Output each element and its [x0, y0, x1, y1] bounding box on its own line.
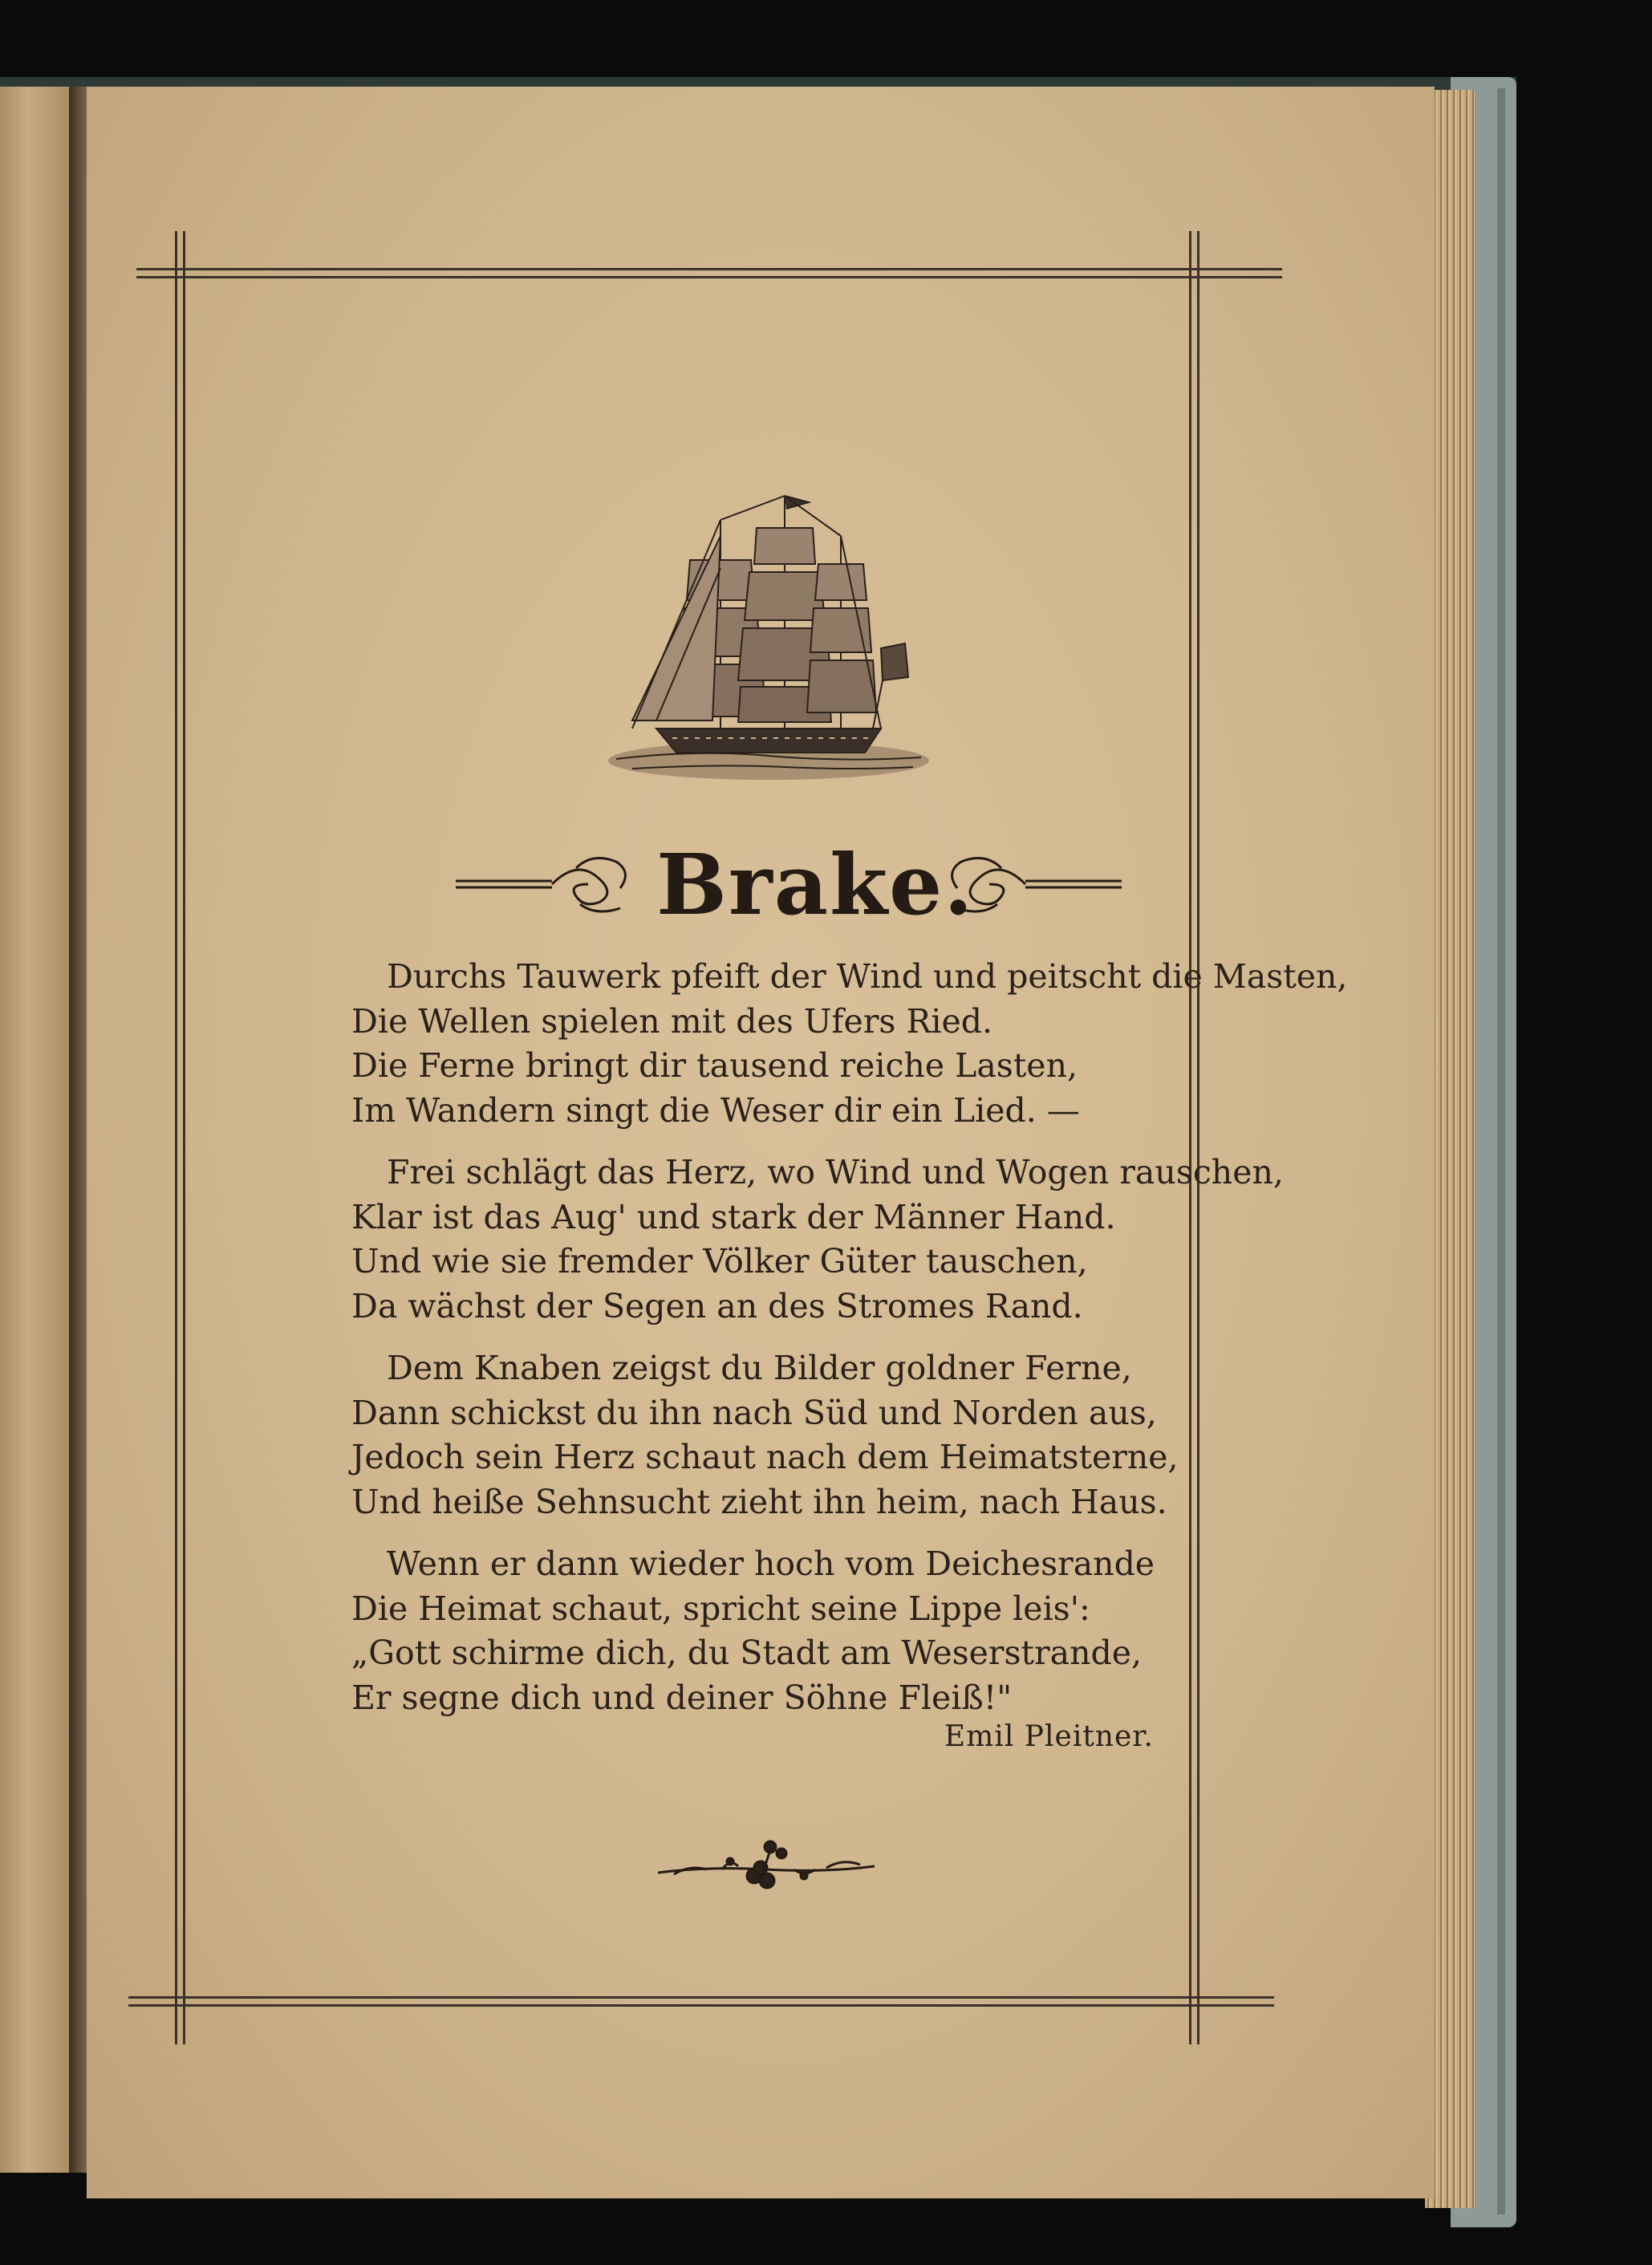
poem-line: Die Ferne bringt dir tausend reiche Lasten, — [351, 1046, 1078, 1085]
poem-line: Wenn er dann wieder hoch vom Deichesrande — [387, 1545, 1155, 1583]
frame-left-line — [175, 231, 177, 2044]
poem-line: Und heiße Sehnsucht zieht ihn heim, nach Haus. — [351, 1482, 1167, 1521]
poem-line: Klar ist das Aug' und stark der Männer Hand. — [351, 1197, 1116, 1236]
sailing-ship-icon — [600, 488, 937, 793]
stanza — [351, 955, 1348, 1133]
page-title: Brake. — [656, 835, 975, 934]
poem-line: Und wie sie fremder Völker Güter tauschen, — [351, 1242, 1088, 1281]
poem-line: „Gott schirme dich, du Stadt am Weserstrande, — [351, 1634, 1143, 1672]
poem-line: Dem Knaben zeigst du Bilder goldner Ferne, — [387, 1349, 1132, 1387]
frame-left-line-2 — [183, 231, 185, 2044]
poem-line: Im Wandern singt die Weser dir ein Lied. — — [351, 1090, 1080, 1130]
frame-top-line — [136, 268, 1282, 270]
stanza — [351, 1542, 1282, 1720]
floral-vignette-icon — [658, 1834, 875, 1898]
poem-line: Jedoch sein Herz schaut nach dem Heimatsterne, — [351, 1438, 1179, 1476]
stanza — [351, 1346, 1282, 1524]
frame-top-line-2 — [136, 276, 1282, 278]
stanza — [351, 1151, 1282, 1329]
frame-bottom-line-2 — [128, 2004, 1274, 2007]
poem-line: Die Heimat schaut, spricht seine Lippe leis': — [351, 1589, 1090, 1628]
cover-shade — [1497, 88, 1505, 2214]
book-page — [87, 87, 1435, 2198]
poem-line: Frei schlägt das Herz, wo Wind und Wogen rauschen, — [387, 1153, 1284, 1191]
poem-line: Er segne dich und deiner Söhne Fleiß!" — [351, 1678, 1013, 1717]
poem-line: Durchs Tauwerk pfeift der Wind und peitscht die Masten, — [387, 957, 1348, 996]
author-signature: Emil Pleitner. — [944, 1720, 1154, 1753]
poem — [351, 955, 1348, 1738]
flourish-ornament-icon — [937, 852, 1122, 916]
poem-line: Dann schickst du ihn nach Süd und Norden aus, — [351, 1393, 1157, 1432]
left-page-edge — [0, 87, 71, 2173]
title-row — [456, 833, 1122, 937]
poem-line: Da wächst der Segen an des Stromes Rand. — [351, 1286, 1083, 1325]
flourish-ornament-icon — [456, 852, 640, 916]
poem-line: Die Wellen spielen mit des Ufers Ried. — [351, 1001, 993, 1041]
frame-bottom-line — [128, 1996, 1274, 1999]
